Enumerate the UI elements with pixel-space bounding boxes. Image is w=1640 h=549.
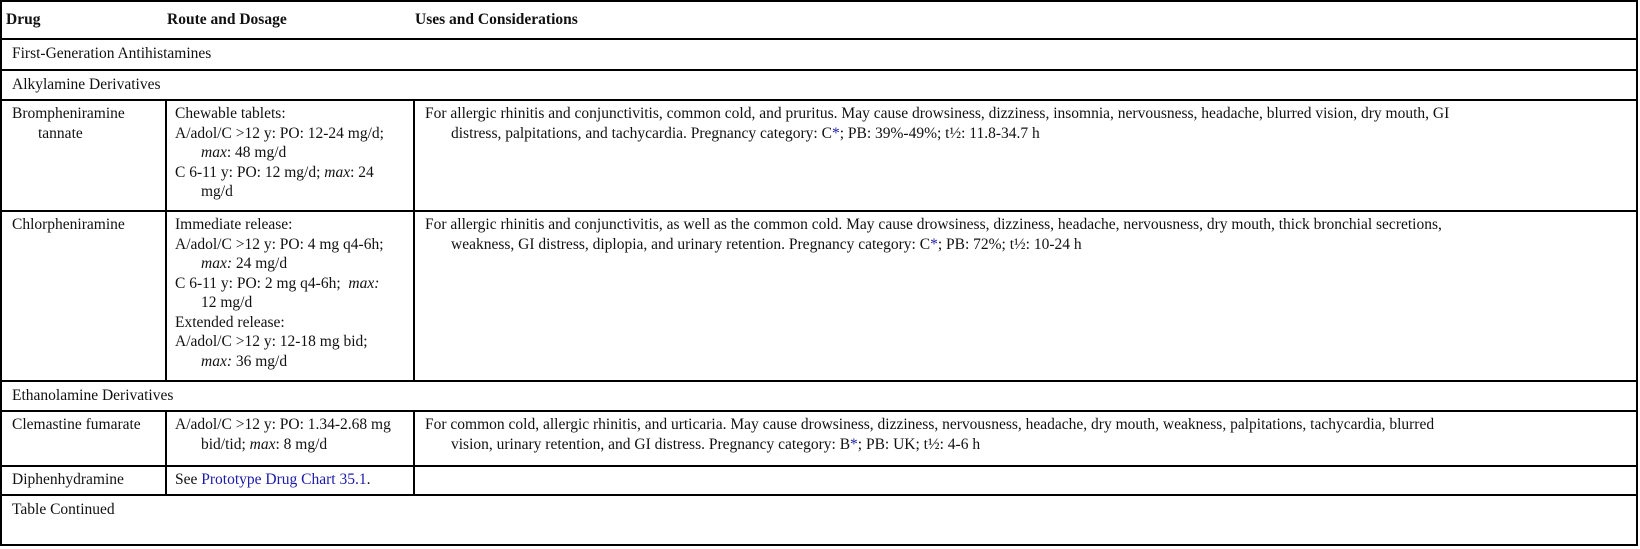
route-line [175, 163, 405, 183]
table-row-chlorpheniramine [2, 212, 1636, 382]
uses-text: weakness, GI distress, diplopia, and urinary retention. Pregnancy category: C [451, 235, 931, 253]
route-line [175, 274, 405, 294]
prototype-drug-chart-link[interactable]: Prototype Drug Chart 35.1 [201, 471, 367, 488]
uses-text: For allergic rhinitis and conjunctivitis, common cold, and pruritus. May cause drowsiness, dizziness, insomnia, nervousness, headache, blurred vision, dry mouth, GI [425, 105, 1450, 122]
uses-text: For allergic rhinitis and conjunctivitis, as well as the common cold. May cause drowsiness, dizziness, headache, nervousness, dry mouth, thick bronchial secretions, [425, 216, 1442, 233]
route-dosage-cell [167, 212, 415, 380]
uses-cell [415, 212, 1636, 380]
drug-name: Brompheniramine [12, 105, 125, 122]
route-line [175, 143, 405, 163]
uses-text: ; PB: 72%; t½: 10-24 h [937, 235, 1082, 253]
table-header-row [2, 2, 1636, 40]
route-line: 12 mg/d [201, 294, 253, 311]
uses-text-cont [425, 435, 1622, 455]
max-value: : 8 mg/d [275, 435, 328, 453]
route-line: mg/d [201, 183, 233, 200]
route-line: Extended release: [175, 313, 285, 331]
section-label: Ethanolamine Derivatives [12, 387, 174, 404]
uses-text: distress, palpitations, and tachycardia. Pregnancy category: C [451, 124, 832, 142]
max-value: : 48 mg/d [226, 144, 287, 161]
route-line: A/adol/C >12 y: PO: 4 mg q4-6h; [175, 235, 384, 253]
uses-text-cont [425, 235, 1622, 255]
route-text: C 6-11 y: PO: 2 mg q4-6h; [175, 274, 349, 292]
table-continued-row [2, 496, 1636, 526]
route-dosage-cell [167, 467, 415, 494]
max-label: max [249, 435, 276, 453]
drug-name: Diphenhydramine [12, 471, 124, 488]
footnote-asterisk[interactable]: * [850, 435, 858, 453]
drug-name: Clemastine fumarate [12, 416, 141, 433]
uses-text: vision, urinary retention, and GI distress. Pregnancy category: B [451, 435, 851, 453]
route-line: A/adol/C >12 y: 12-18 mg bid; [175, 333, 368, 350]
table-row-brompheniramine [2, 101, 1636, 212]
uses-cell [415, 101, 1636, 210]
table-row-diphenhydramine [2, 467, 1636, 496]
max-label: max [324, 163, 351, 181]
max-label: max: [201, 352, 232, 370]
uses-cell [415, 412, 1636, 465]
max-label: max [201, 144, 227, 161]
drug-cell [2, 467, 167, 494]
route-line: A/adol/C >12 y: PO: 1.34-2.68 mg [175, 416, 391, 433]
header-uses-considerations: Uses and Considerations [415, 11, 578, 28]
drug-cell [2, 412, 167, 465]
route-line [175, 435, 405, 455]
header-drug: Drug [6, 11, 41, 28]
uses-text: ; PB: 39%-49%; t½: 11.8-34.7 h [839, 124, 1040, 142]
route-line [175, 470, 405, 490]
drug-name: Chlorpheniramine [12, 216, 125, 233]
route-text: . [366, 471, 371, 488]
uses-cell [415, 467, 1636, 494]
route-line: Immediate release: [175, 216, 293, 233]
route-line [175, 352, 405, 372]
route-line [175, 254, 405, 274]
route-dosage-cell [167, 412, 415, 465]
uses-text: ; PB: UK; t½: 4-6 h [857, 435, 981, 453]
route-line: A/adol/C >12 y: PO: 12-24 mg/d; [175, 124, 384, 142]
section-label: Alkylamine Derivatives [12, 76, 161, 93]
drug-cell [2, 212, 167, 380]
route-dosage-cell [167, 101, 415, 210]
drug-cell [2, 101, 167, 210]
section-label: First-Generation Antihistamines [12, 45, 212, 62]
max-label: max: [201, 255, 232, 272]
section-row-first-generation [2, 40, 1636, 71]
footnote-asterisk[interactable]: * [831, 124, 840, 142]
uses-text-cont [425, 124, 1622, 144]
route-line: Chewable tablets: [175, 105, 286, 122]
section-row-ethanolamine [2, 382, 1636, 412]
table-continued-label[interactable]: Table Continued [12, 501, 115, 518]
route-text: bid/tid; [201, 435, 250, 453]
table-row-clemastine [2, 412, 1636, 467]
drug-name-cont: tannate [38, 124, 83, 142]
max-label: max: [348, 274, 380, 292]
route-text: See [175, 471, 202, 488]
header-route-dosage: Route and Dosage [167, 11, 287, 28]
uses-text: For common cold, allergic rhinitis, and urticaria. May cause drowsiness, dizziness, nervousness, headache, dry mouth, weakness, palpitations, tachycardia, blurred [425, 416, 1435, 433]
max-value: : 24 [350, 163, 374, 181]
max-value: 24 mg/d [232, 255, 288, 272]
section-row-alkylamine [2, 71, 1636, 101]
route-text: C 6-11 y: PO: 12 mg/d; [175, 163, 325, 181]
max-value: 36 mg/d [232, 352, 288, 370]
footnote-asterisk[interactable]: * [930, 235, 938, 253]
